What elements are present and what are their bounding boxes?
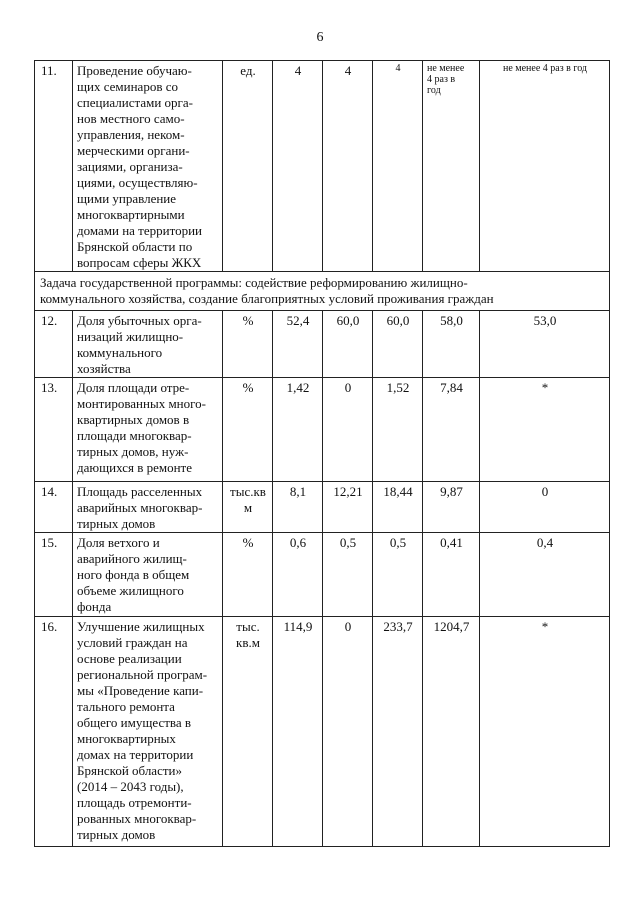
row-number: 12. xyxy=(35,311,73,378)
indicator-name: Площадь расселенных аварийных многоквар- тирных домов xyxy=(73,482,223,533)
value-cell: 0,5 xyxy=(323,533,373,617)
unit-cell: % xyxy=(223,533,273,617)
row-number: 14. xyxy=(35,482,73,533)
indicators-table xyxy=(34,60,610,847)
value-cell: 1204,7 xyxy=(423,617,480,847)
value-cell: * xyxy=(480,617,610,847)
value-cell: 114,9 xyxy=(273,617,323,847)
value-cell: 53,0 xyxy=(480,311,610,378)
table-row xyxy=(35,533,610,617)
value-cell: не менее 4 раз в год xyxy=(423,61,480,272)
indicator-name: Доля ветхого и аварийного жилищ- ного фонда в общем объеме жилищного фонда xyxy=(73,533,223,617)
value-cell: 4 xyxy=(323,61,373,272)
value-cell: 9,87 xyxy=(423,482,480,533)
indicator-name: Доля убыточных орга- низаций жилищно- коммунального хозяйства xyxy=(73,311,223,378)
value-cell: не менее 4 раз в год xyxy=(480,61,610,272)
table-row xyxy=(35,272,610,311)
value-cell: 4 xyxy=(373,61,423,272)
table-row xyxy=(35,617,610,847)
table-row xyxy=(35,482,610,533)
indicator-name: Проведение обучаю- щих семинаров со специалистами орга- нов местного само- управления, неком- мерческими органи- зациями, организа- циями, осуществляю- щими управление многоквартирными домами на территории Брянской области по вопросам сферы ЖКХ xyxy=(73,61,223,272)
value-cell: 233,7 xyxy=(373,617,423,847)
indicator-name: Улучшение жилищных условий граждан на основе реализации региональной програм- мы «Проведение капи- тального ремонта общего имущества в многоквартирных домах на территории Брянской области» (2014 – 2043 годы), площадь отремонти- рованных многоквар- тирных домов xyxy=(73,617,223,847)
value-cell: 8,1 xyxy=(273,482,323,533)
indicator-name: Доля площади отре- монтированных много- квартирных домов в площади многоквар- тирных домов, нуж- дающихся в ремонте xyxy=(73,378,223,482)
value-cell: 4 xyxy=(273,61,323,272)
page-number: 6 xyxy=(316,30,324,45)
value-cell: 1,52 xyxy=(373,378,423,482)
row-number: 15. xyxy=(35,533,73,617)
table-row xyxy=(35,311,610,378)
unit-cell: % xyxy=(223,311,273,378)
value-cell: * xyxy=(480,378,610,482)
value-cell: 60,0 xyxy=(373,311,423,378)
value-cell: 1,42 xyxy=(273,378,323,482)
unit-cell: % xyxy=(223,378,273,482)
value-cell: 12,21 xyxy=(323,482,373,533)
value-cell: 18,44 xyxy=(373,482,423,533)
row-number: 11. xyxy=(35,61,73,272)
row-number: 16. xyxy=(35,617,73,847)
task-heading: Задача государственной программы: содействие реформированию жилищно- коммунального хозяйства, создание благоприятных условий проживания граждан xyxy=(35,272,610,311)
value-cell: 52,4 xyxy=(273,311,323,378)
value-cell: 60,0 xyxy=(323,311,373,378)
value-cell: 58,0 xyxy=(423,311,480,378)
value-cell: 0,4 xyxy=(480,533,610,617)
unit-cell: тыс.кв м xyxy=(223,482,273,533)
table-row xyxy=(35,378,610,482)
unit-cell: тыс. кв.м xyxy=(223,617,273,847)
value-cell: 0 xyxy=(323,617,373,847)
value-cell: 0,5 xyxy=(373,533,423,617)
value-cell: 7,84 xyxy=(423,378,480,482)
value-cell: 0 xyxy=(323,378,373,482)
table-row xyxy=(35,61,610,272)
value-cell: 0 xyxy=(480,482,610,533)
unit-cell: ед. xyxy=(223,61,273,272)
value-cell: 0,41 xyxy=(423,533,480,617)
row-number: 13. xyxy=(35,378,73,482)
value-cell: 0,6 xyxy=(273,533,323,617)
